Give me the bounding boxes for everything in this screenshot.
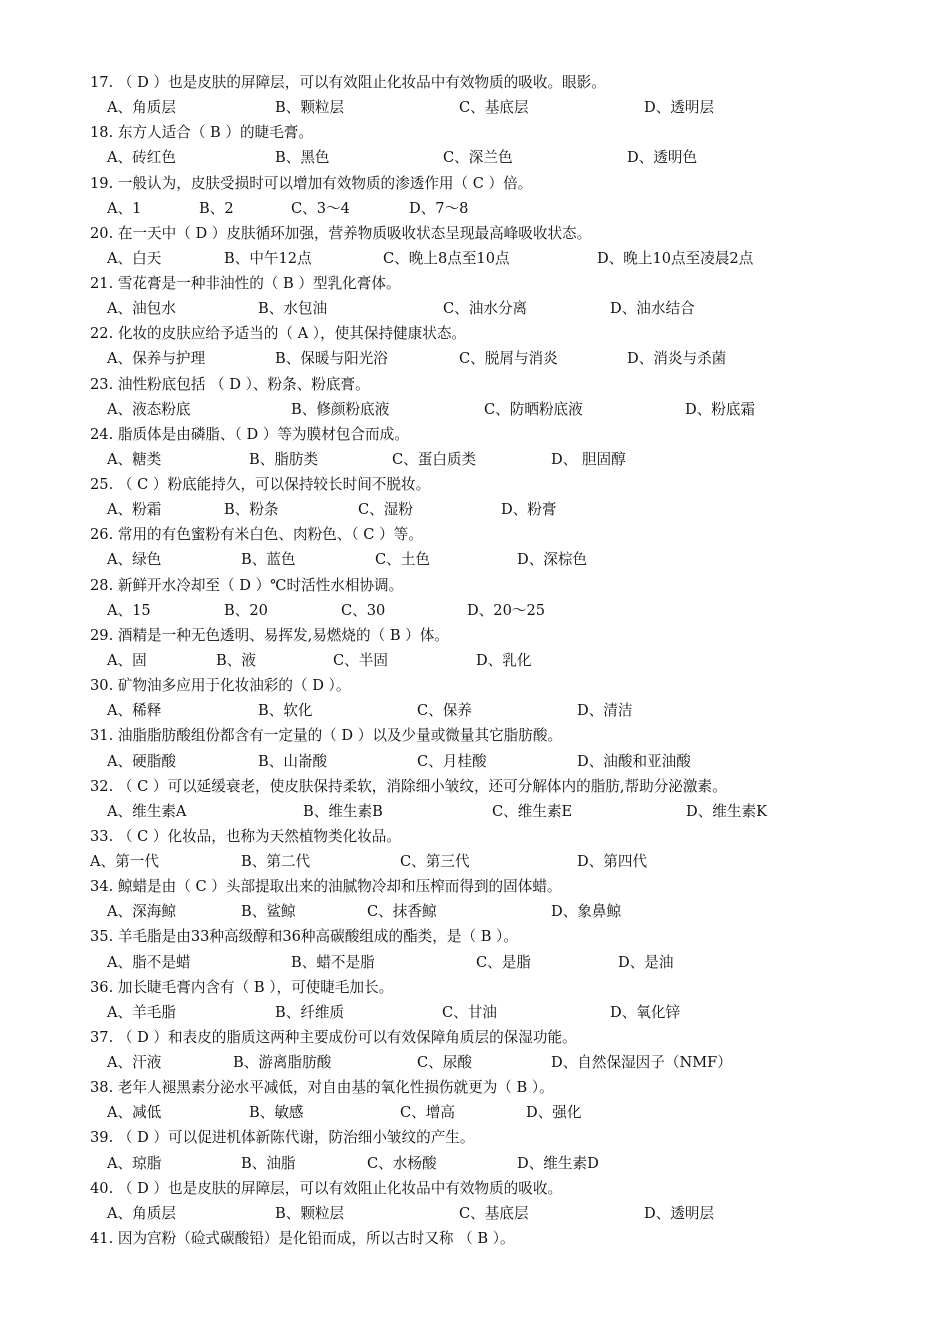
option-b: B、游离脂肪酸: [233, 1054, 332, 1072]
question-text: 26. 常用的有色蜜粉有米白色、肉粉色、（ C ）等。: [90, 526, 423, 544]
option-b: B、油脂: [241, 1154, 296, 1172]
question-text: 39. （ D ）可以促进机体新陈代谢，防治细小皱纹的产生。: [90, 1129, 475, 1147]
question-text: 31. 油脂脂肪酸组份都含有一定量的（ D ）以及少量或微量其它脂肪酸。: [90, 727, 563, 745]
question-text: 36. 加长睫毛膏内含有（ B ），可使睫毛加长。: [90, 978, 394, 996]
options-line: [0, 901, 950, 923]
option-d: D、晚上10点至凌晨2点: [597, 249, 754, 267]
option-a: A、减低: [107, 1104, 162, 1122]
question-line: [0, 323, 950, 345]
question-line: [0, 273, 950, 295]
question-line: [0, 1228, 950, 1250]
option-a: A、脂不是蜡: [107, 953, 191, 971]
option-d: D、象鼻鲸: [551, 903, 622, 921]
question-text: 30. 矿物油多应用于化妆油彩的（ D ）。: [90, 677, 351, 695]
option-c: C、蛋白质类: [392, 450, 477, 468]
option-b: B、蜡不是脂: [291, 953, 375, 971]
option-b: B、蓝色: [241, 551, 296, 569]
question-line: [0, 926, 950, 948]
options-line: [0, 700, 950, 722]
option-a: A、第一代: [90, 853, 159, 871]
option-b: B、第二代: [241, 853, 311, 871]
option-d: D、强化: [526, 1104, 582, 1122]
option-b: B、山嵛酸: [258, 752, 328, 770]
option-c: C、土色: [375, 551, 430, 569]
option-d: D、深棕色: [517, 551, 588, 569]
option-b: B、黑色: [275, 149, 330, 167]
option-b: B、20: [224, 601, 268, 619]
option-c: C、半固: [333, 651, 388, 669]
option-d: D、维生素D: [517, 1154, 599, 1172]
question-text: 24. 脂质体是由磷脂、（ D ）等为膜材包合而成。: [90, 425, 409, 443]
options-line: [0, 600, 950, 622]
question-line: [0, 474, 950, 496]
option-d: D、乳化: [476, 651, 532, 669]
options-line: [0, 1203, 950, 1225]
question-text: 29. 酒精是一种无色透明、易挥发,易燃烧的（ B ）体。: [90, 626, 449, 644]
question-text: 41. 因为宫粉（硷式碳酸铅）是化铅而成，所以古时又称 （ B ）。: [90, 1229, 515, 1247]
options-line: [0, 952, 950, 974]
question-text: 21. 雪花膏是一种非油性的（ B ）型乳化膏体。: [90, 275, 401, 293]
option-a: A、1: [107, 199, 142, 217]
question-line: [0, 776, 950, 798]
question-line: [0, 72, 950, 94]
option-d: D、 胆固醇: [551, 450, 626, 468]
options-line: [0, 801, 950, 823]
question-line: [0, 1077, 950, 1099]
option-c: C、防晒粉底液: [484, 400, 583, 418]
question-line: [0, 826, 950, 848]
question-line: [0, 524, 950, 546]
question-text: 19. 一般认为，皮肤受损时可以增加有效物质的渗透作用（ C ）倍。: [90, 174, 533, 192]
option-c: C、维生素E: [492, 802, 573, 820]
option-d: D、是油: [618, 953, 674, 971]
option-b: B、敏感: [249, 1104, 304, 1122]
option-d: D、第四代: [577, 853, 648, 871]
question-text: 20. 在一天中（ D ）皮肤循环加强，营养物质吸收状态呈现最高峰吸收状态。: [90, 224, 592, 242]
options-line: [0, 147, 950, 169]
option-c: C、3～4: [291, 199, 350, 217]
option-c: C、抹香鲸: [367, 903, 437, 921]
option-c: C、湿粉: [358, 501, 413, 519]
options-line: [0, 851, 950, 873]
question-line: [0, 1178, 950, 1200]
option-a: A、油包水: [107, 300, 176, 318]
question-line: [0, 625, 950, 647]
option-c: C、尿酸: [417, 1054, 472, 1072]
question-line: [0, 876, 950, 898]
option-d: D、清洁: [577, 702, 633, 720]
question-text: 23. 油性粉底包括 （ D ）、粉条、粉底膏。: [90, 375, 370, 393]
option-c: C、保养: [417, 702, 472, 720]
option-a: A、绿色: [107, 551, 162, 569]
option-b: B、粉条: [224, 501, 279, 519]
question-line: [0, 1027, 950, 1049]
option-a: A、15: [107, 601, 151, 619]
option-d: D、油酸和亚油酸: [577, 752, 691, 770]
option-a: A、汗液: [107, 1054, 162, 1072]
option-d: D、氧化锌: [610, 1003, 681, 1021]
question-text: 34. 鲸蜡是由（ C ）头部提取出来的油腻物冷却和压榨而得到的固体蜡。: [90, 878, 562, 896]
option-b: B、维生素B: [303, 802, 383, 820]
option-d: D、20～25: [467, 601, 546, 619]
option-d: D、油水结合: [610, 300, 695, 318]
options-line: [0, 549, 950, 571]
question-line: [0, 977, 950, 999]
question-text: 17. （ D ）也是皮肤的屏障层，可以有效阻止化妆品中有效物质的吸收。眼影。: [90, 74, 606, 91]
option-c: C、深兰色: [443, 149, 513, 167]
option-a: A、稀释: [107, 702, 162, 720]
question-text: 35. 羊毛脂是由33种高级醇和36种高碳酸组成的酯类，是（ B ）。: [90, 928, 518, 946]
option-b: B、纤维质: [275, 1003, 345, 1021]
option-a: A、琼脂: [107, 1154, 162, 1172]
option-c: C、是脂: [476, 953, 531, 971]
option-c: C、水杨酸: [367, 1154, 437, 1172]
question-line: [0, 1127, 950, 1149]
option-c: C、基底层: [459, 99, 529, 117]
option-d: D、透明色: [627, 149, 698, 167]
question-line: [0, 424, 950, 446]
option-d: D、消炎与杀菌: [627, 350, 727, 368]
options-line: [0, 1153, 950, 1175]
option-d: D、粉膏: [501, 501, 557, 519]
option-a: A、维生素A: [107, 802, 187, 820]
option-a: A、羊毛脂: [107, 1003, 176, 1021]
question-text: 37. （ D ）和表皮的脂质这两种主要成份可以有效保障角质层的保湿功能。: [90, 1028, 577, 1046]
option-b: B、颗粒层: [275, 1204, 345, 1222]
question-line: [0, 223, 950, 245]
option-a: A、硬脂酸: [107, 752, 176, 770]
option-c: C、30: [341, 601, 386, 619]
question-text: 28. 新鲜开水冷却至（ D ）℃时活性水相协调。: [90, 576, 404, 594]
option-a: A、固: [107, 651, 147, 669]
option-d: D、维生素K: [686, 802, 767, 820]
option-c: C、晚上8点至10点: [383, 249, 510, 267]
option-c: C、月桂酸: [417, 752, 487, 770]
options-line: [0, 399, 950, 421]
option-a: A、粉霜: [107, 501, 162, 519]
option-a: A、白天: [107, 249, 162, 267]
question-line: [0, 173, 950, 195]
option-d: D、透明层: [644, 1204, 715, 1222]
option-a: A、角质层: [107, 99, 176, 117]
question-text: 18. 东方人适合（ B ）的睫毛膏。: [90, 124, 313, 142]
option-b: B、鲨鲸: [241, 903, 296, 921]
options-line: [0, 97, 950, 119]
question-text: 40. （ D ）也是皮肤的屏障层，可以有效阻止化妆品中有效物质的吸收。: [90, 1179, 563, 1197]
option-c: C、脱屑与消炎: [459, 350, 558, 368]
option-b: B、保暖与阳光浴: [275, 350, 388, 368]
question-text: 33. （ C ）化妆品，也称为天然植物类化妆品。: [90, 827, 401, 845]
question-line: [0, 575, 950, 597]
question-line: [0, 122, 950, 144]
option-c: C、增高: [400, 1104, 455, 1122]
option-d: D、透明层: [644, 99, 715, 117]
options-line: [0, 449, 950, 471]
option-a: A、糖类: [107, 450, 162, 468]
option-c: C、第三代: [400, 853, 470, 871]
option-c: C、油水分离: [443, 300, 528, 318]
option-a: A、深海鲸: [107, 903, 176, 921]
option-b: B、软化: [258, 702, 313, 720]
question-text: 22. 化妆的皮肤应给予适当的（ A ），使其保持健康状态。: [90, 325, 467, 343]
option-b: B、修颜粉底液: [291, 400, 390, 418]
question-text: 38. 老年人褪黑素分泌水平减低，对自由基的氧化性损伤就更为（ B ）。: [90, 1079, 554, 1097]
option-a: A、砖红色: [107, 149, 176, 167]
option-b: B、颗粒层: [275, 99, 345, 117]
options-line: [0, 751, 950, 773]
options-line: [0, 1002, 950, 1024]
option-b: B、液: [216, 651, 256, 669]
option-b: B、水包油: [258, 300, 328, 318]
option-d: D、7～8: [409, 199, 469, 217]
question-line: [0, 675, 950, 697]
options-line: [0, 1102, 950, 1124]
option-a: A、液态粉底: [107, 400, 191, 418]
options-line: [0, 499, 950, 521]
option-c: C、基底层: [459, 1204, 529, 1222]
options-line: [0, 248, 950, 270]
option-a: A、角质层: [107, 1204, 176, 1222]
options-line: [0, 198, 950, 220]
options-line: [0, 650, 950, 672]
option-b: B、2: [199, 199, 234, 217]
question-text: 32. （ C ）可以延缓衰老，使皮肤保持柔软，消除细小皱纹，还可分解体内的脂肪,帮助分泌激素。: [90, 777, 727, 795]
options-line: [0, 1052, 950, 1074]
option-a: A、保养与护理: [107, 350, 206, 368]
option-b: B、中午12点: [224, 249, 312, 267]
question-text: 25. （ C ）粉底能持久，可以保持较长时间不脱妆。: [90, 476, 431, 494]
option-b: B、脂肪类: [249, 450, 319, 468]
option-d: D、自然保湿因子（NMF）: [551, 1054, 732, 1072]
options-line: [0, 348, 950, 370]
option-c: C、甘油: [442, 1003, 497, 1021]
question-line: [0, 725, 950, 747]
option-d: D、粉底霜: [685, 400, 756, 418]
question-line: [0, 374, 950, 396]
options-line: [0, 298, 950, 320]
